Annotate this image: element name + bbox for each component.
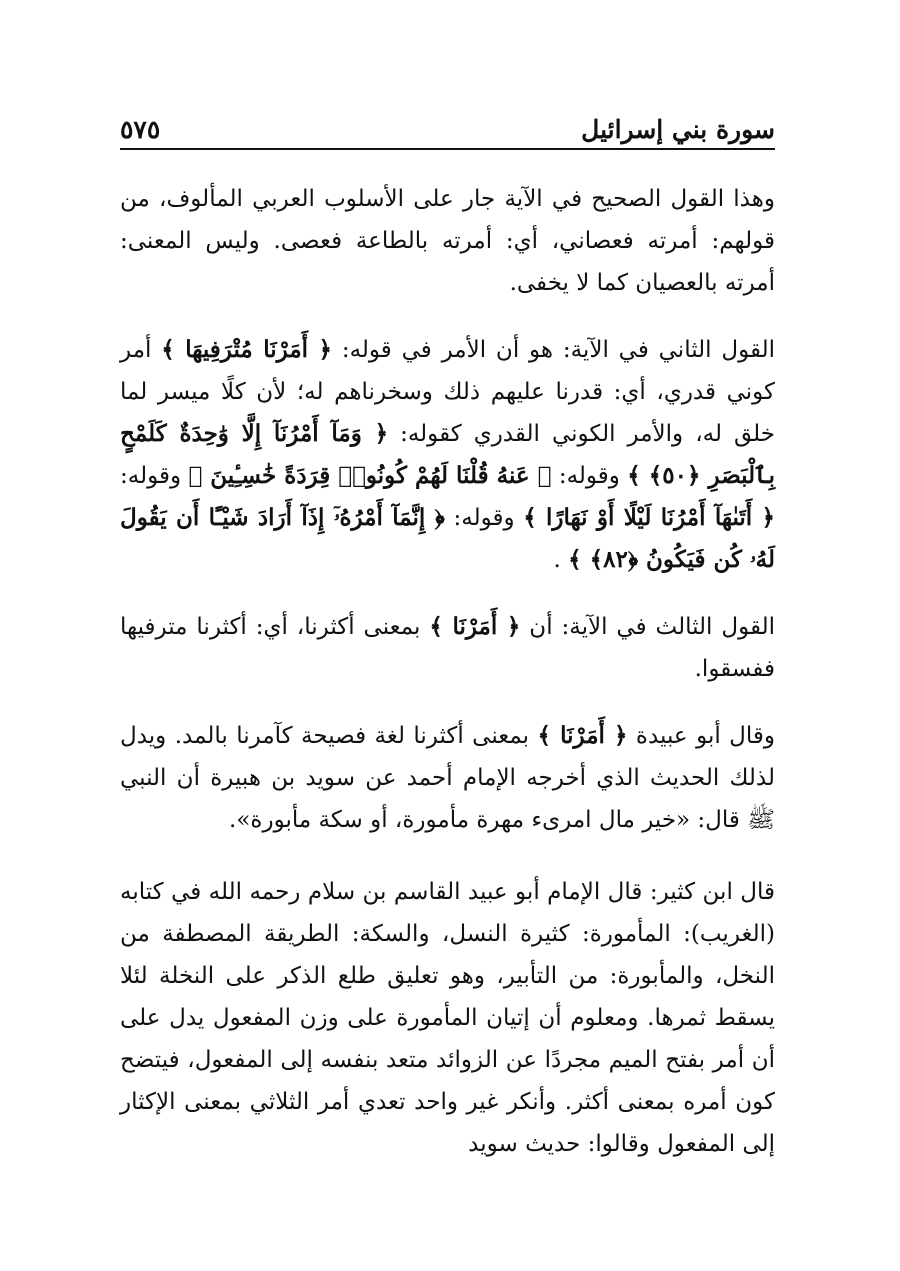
paragraph-1: وهذا القول الصحيح في الآية جار على الأسلوب العربي المألوف، من قولهم: أمرته فعصاني، أي: أمرته بالطاعة فعصى. وليس المعنى: أمرته بالعصيان كما لا يخفى. [120,186,775,296]
paragraph-text: بمعنى أكثرنا، أي: أكثرنا مترفيها ففسقوا. [120,614,775,682]
paragraph-text: وقوله: [444,505,524,531]
page-number: ٥٧٥ [120,115,161,144]
page [120,92,775,1190]
quran-verse: ﴿ عَنهُ قُلْنَا لَهُمْ كُونُوا۟ قِرَدَةً خَٰسِـِٔينَ ﴾ [188,462,552,489]
quran-verse: ﴿ وَمَآ أَمْرُنَآ إِلَّا وَٰحِدَةٌ كَلَمْحٍ بِٱلْبَصَرِ ﴿٥٠﴾ ﴾ [120,420,775,489]
paragraph-text: وقوله: [120,463,189,489]
paragraph-3 [120,606,775,690]
paragraph-text: وقوله: [551,463,628,489]
page-body [120,178,775,1165]
quran-verse: ﴿ إِنَّمَآ أَمْرُهُۥٓ إِذَآ أَرَادَ شَيْـًٔا أَن يَقُولَ لَهُۥ كُن فَيَكُونُ ﴿٨٢﴾ ﴾ [120,504,775,573]
paragraph-text: أمر كوني قدري، أي: قدرنا عليهم ذلك وسخرناهم له؛ لأن كلًا ميسر لما خلق له، والأمر الكوني القدري كقوله: [120,337,776,447]
quran-verse: ﴿ أَمَرْنَا مُتْرَفِيهَا ﴾ [161,336,333,363]
paragraph-2 [120,329,775,581]
paragraph-5: قال ابن كثير: قال الإمام أبو عبيد القاسم بن سلام رحمه الله في كتابه (الغريب): المأمورة: كثيرة النسل، والسكة: الطريقة المصطفة من النخل، والمأبورة: من التأبير، وهو تعليق طلع الذكر على النخلة لئلا يسقط ثمرها. ومعلوم أن إتيان المأمورة على وزن المفعول يدل على أن أمر بفتح الميم مجردًا عن الزوائد متعد بنفسه إلى المفعول، فيتضح كون أمره بمعنى أكثر. وأنكر غير واحد تعدي أمر الثلاثي بمعنى الإكثار إلى المفعول وقالوا: حديث سويد [120,879,775,1157]
quran-verse: ﴿ أَمَرْنَا ﴾ [537,722,628,749]
paragraph-text: وقال أبو عبيدة [627,723,775,749]
paragraph-4 [120,715,775,841]
surah-title: سورة بني إسرائيل [581,115,775,144]
quran-verse: ﴿ أَمَرْنَا ﴾ [429,613,521,640]
paragraph-text: القول الثالث في الآية: أن [520,614,776,640]
paragraph-text: القول الثاني في الآية: هو أن الأمر في قوله: [332,337,775,363]
paragraph-text: بمعنى أكثرنا لغة فصيحة كآمرنا بالمد. ويدل لذلك الحديث الذي أخرجه الإمام أحمد عن سويد بن هبيرة أن النبي ﷺ قال: «خير مال امرىء مهرة مأمورة، أو سكة مأبورة». [120,723,775,833]
paragraph-text: . [553,547,569,573]
page-header [120,92,775,150]
quran-verse: ﴿ أَتَىٰهَآ أَمْرُنَا لَيْلًا أَوْ نَهَارًا ﴾ [523,504,776,531]
